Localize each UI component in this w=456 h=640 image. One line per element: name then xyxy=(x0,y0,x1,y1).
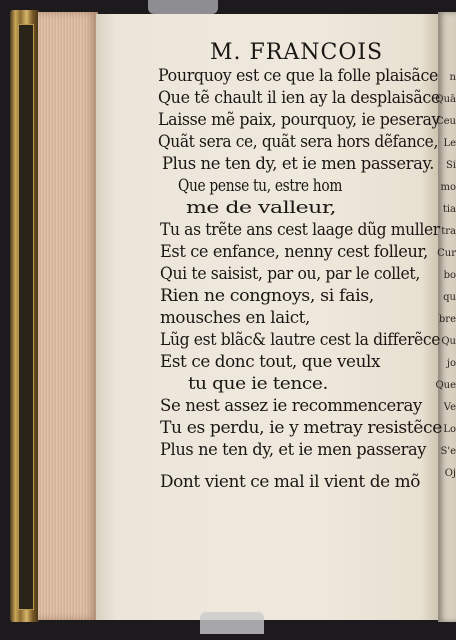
verse-line: Que tẽ chault il ien ay la desplaisãce xyxy=(158,88,440,108)
verse-line: Plus ne ten dy, et ie men passeray xyxy=(160,440,427,460)
verse-line: Est ce enfance, nenny cest folleur, xyxy=(160,242,428,262)
verse-line: Que pense tu, estre hom xyxy=(178,176,343,196)
verse-line: Pourquoy est ce que la folle plaisãce xyxy=(158,66,439,86)
facing-page-fragment: Cur xyxy=(437,248,456,259)
verse-line: mousches en laict, xyxy=(160,308,310,328)
verse-line: Rien ne congnoys, si fais, xyxy=(160,286,374,306)
verse-line: Dont vient ce mal il vient de mõ xyxy=(160,472,421,492)
verse-line: Laisse mẽ paix, pourquoy, ie peseray xyxy=(158,110,441,130)
verse-line: Tu as trẽte ans cest laage dũg muller xyxy=(160,220,440,240)
facing-page-fragment: Ceu xyxy=(435,116,456,127)
facing-page-fragment: Oj xyxy=(444,468,456,479)
facing-page-fragment: Le xyxy=(443,138,456,149)
facing-page-edge xyxy=(435,12,456,622)
verse-line: Plus ne ten dy, et ie men passeray. xyxy=(162,154,435,174)
facing-page-fragment: S'e xyxy=(440,446,456,457)
bottom-clip xyxy=(200,612,264,634)
facing-page-fragment: jo xyxy=(446,358,456,369)
page-header: M. FRANCOIS xyxy=(210,40,384,65)
verse-line: tu que ie tence. xyxy=(188,374,328,394)
page-fore-edge xyxy=(38,12,98,620)
facing-page-fragment: Ve xyxy=(443,402,456,413)
facing-page-fragment: Si xyxy=(445,160,456,171)
facing-page-fragment: Que xyxy=(435,380,456,391)
verse-line: me de valleur, xyxy=(186,198,336,218)
top-clip xyxy=(148,0,218,14)
facing-page-fragment: Quā xyxy=(435,94,456,105)
facing-page-fragment: bo xyxy=(443,270,456,281)
verse-line: Qui te saisist, par ou, par le collet, xyxy=(160,264,420,284)
facing-page-fragment: Qu xyxy=(441,336,456,347)
verse-line: Est ce donc tout, que veulx xyxy=(160,352,381,372)
spine-inlay xyxy=(18,24,34,610)
verse-line: Tu es perdu, ie y metray resistẽce xyxy=(160,418,442,438)
facing-page-fragment: tia xyxy=(442,204,456,215)
facing-page-fragment: mo xyxy=(440,182,456,193)
facing-page-fragment: tra xyxy=(441,226,456,237)
verse-line: Se nest assez ie recommenceray xyxy=(160,396,422,416)
verse-line: Lũg est blãc& lautre cest la differẽce xyxy=(160,330,441,350)
facing-page-fragment: bre xyxy=(438,314,456,325)
facing-page-fragment: Lo xyxy=(443,424,456,435)
verse-line: Quãt sera ce, quãt sera hors dẽfance, xyxy=(158,132,438,152)
facing-page-fragment: n xyxy=(449,72,456,83)
facing-page-fragment: qu xyxy=(443,292,456,303)
